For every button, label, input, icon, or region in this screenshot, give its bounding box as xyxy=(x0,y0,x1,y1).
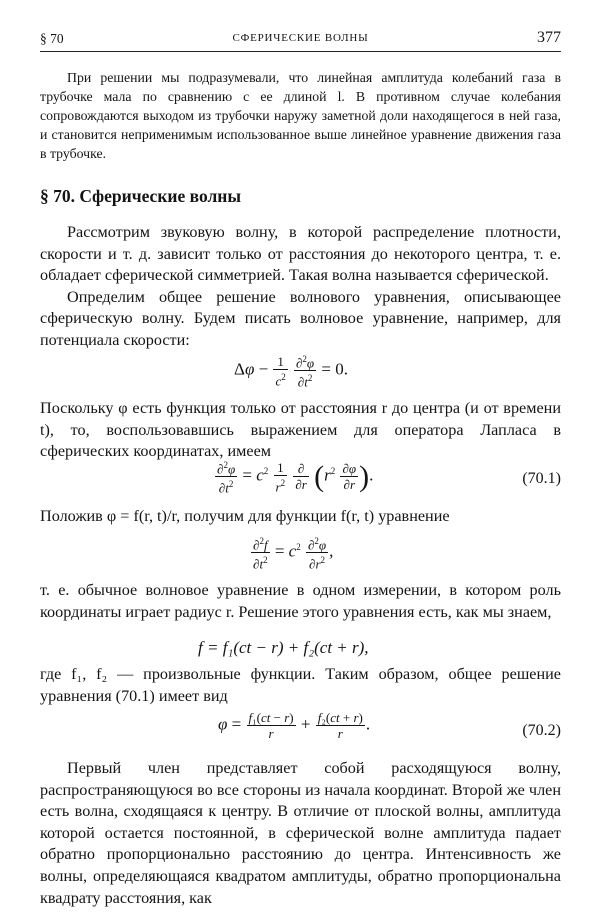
paragraph-7-text: Первый член представляет собой расходящуюся волну, распространяющуюся во все стороны из начала координат. Второй же член есть волна, сходящаяся к центру. В отличие от плоской волны, амплитуда которой остается постоянной, в сферической волне амплитуда падает обратно пропорционально расстоянию до центра. Интенсивность же волны, определяющаяся квадратом амплитуды, обратно пропорциональна квадрату расстояния, как xyxy=(40,759,561,907)
paragraph-5-text: т. е. обычное волновое уравнение в одном измерении, в котором роль координаты играет радиус r. Решение этого уравнения есть, как мы знаем, xyxy=(40,581,561,621)
paragraph-4-text: Положив φ = f(r, t)/r, получим для функции f(r, t) уравнение xyxy=(40,507,450,525)
paragraph-4 xyxy=(40,506,561,528)
paragraph-5 xyxy=(40,580,561,623)
paragraph-1-text: Рассмотрим звуковую волну, в которой распределение плотности, скорости и т. д. зависит только от расстояния до некоторого центра, т. е. обладает сферической симметрией. Такая волна называется сферической. xyxy=(40,223,561,285)
equation-tag-70-1: (70.1) xyxy=(522,470,561,487)
paragraph-3 xyxy=(40,398,561,463)
solution-formula: f = f₁(ct − r) + f₂(ct + r), xyxy=(198,638,369,657)
header-running-title: СФЕРИЧЕСКИЕ ВОЛНЫ xyxy=(232,32,369,44)
equation-tag-70-2: (70.2) xyxy=(522,722,561,739)
page-header xyxy=(40,31,561,49)
header-rule xyxy=(40,51,561,52)
header-section: § 70 xyxy=(40,31,64,46)
paragraph-6-text: где f₁, f₂ — произвольные функции. Таким образом, общее решение уравнения (70.1) имеет вид xyxy=(40,665,561,705)
equation-70-2: φ = $\frac{\text{f₁(ct − r)}}{r}$ + $\frac{\text{f₂(ct + r)}}{r}$ . (70.2) xyxy=(218,710,561,741)
paragraph-1 xyxy=(40,222,561,352)
page-number: 377 xyxy=(537,29,561,46)
equation-70-1: $\frac{\partial^2\varphi}{\partial t^2}$ = $c^2$ $\frac{1}{r^2}$ ∂ ∂r ($r^2$ $\frac{\partial\varphi}{\partial r}$ ). (70.1) xyxy=(217,459,561,496)
note-text: При решении мы подразумевали, что линейная амплитуда колебаний газа в трубочке мала по сравнению с ее длиной l. В противном случае колебания сопровождаются выходом из трубочки наружу заметной доли находящегося в ней газа, и становится неприменимым использованное выше линейное уравнение движения газа в трубочке. xyxy=(40,70,561,161)
wave-equation: Δφ − $\frac{1}{c^2}$ $\frac{\partial^2\varphi}{\partial t^2}$ = 0. xyxy=(234,353,348,390)
paragraph-7 xyxy=(40,758,561,909)
footnote-paragraph xyxy=(40,68,561,163)
one-dimensional-wave-equation: $\frac{\partial^2f}{\partial t^2}$ = $c^2$ $\frac{\partial^2\varphi}{\partial r^2}$ , xyxy=(253,536,334,572)
paragraph-6 xyxy=(40,664,561,707)
paragraph-3-text: Поскольку φ есть функция только от расстояния r до центра (и от времени t), то, воспользовавшись выражением для оператора Лапласа в сферических координатах, имеем xyxy=(40,399,561,461)
section-title: § 70. Сферические волны xyxy=(40,186,242,206)
paragraph-2-text: Определим общее решение волнового уравнения, описывающее сферическую волну. Будем писать волновое уравнение, например, для потенциала скорости: xyxy=(40,287,561,349)
